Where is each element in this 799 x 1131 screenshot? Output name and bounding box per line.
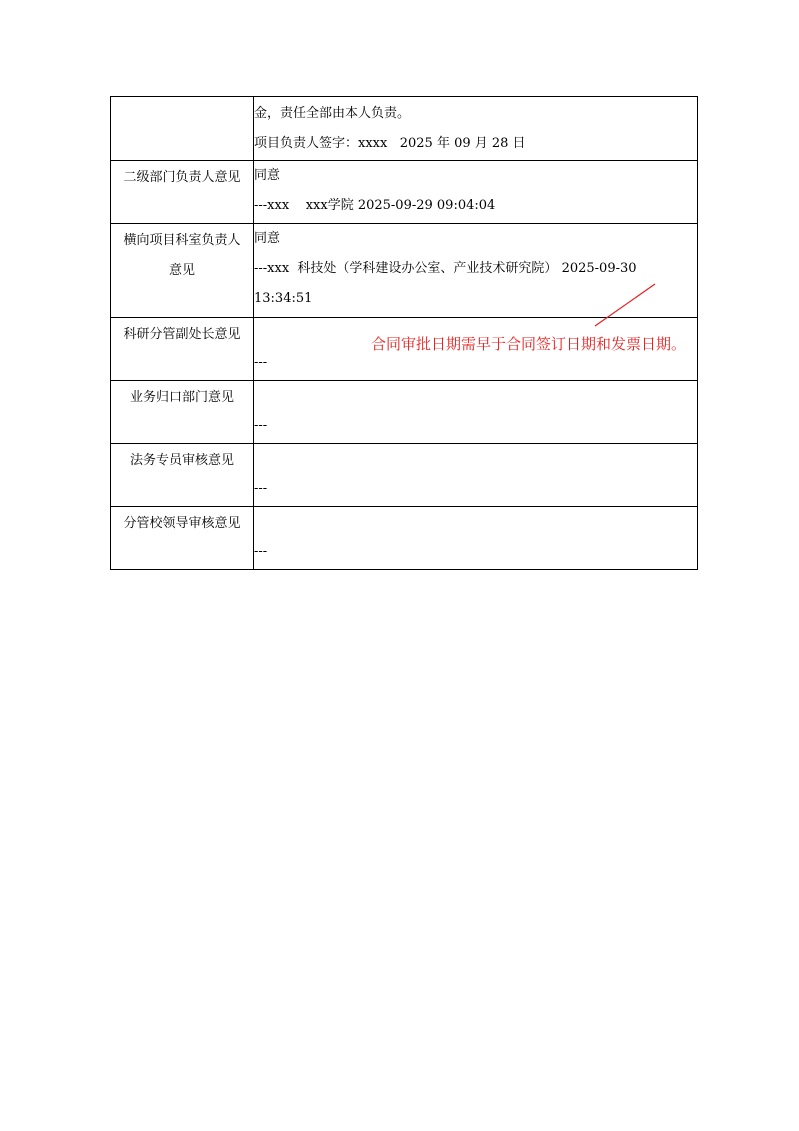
- signature-line: ---: [254, 481, 268, 496]
- annotation-pointer: [595, 284, 655, 326]
- row-label-line: 横向项目科室负责人: [123, 233, 241, 248]
- signature-line: ---: [254, 544, 268, 559]
- row-label-text: 分管校领导审核意见: [123, 516, 241, 531]
- signature-line: 项目负责人签字：xxxx 2025 年 09 月 28 日: [254, 136, 526, 151]
- content-line: 金，责任全部由本人负责。: [254, 106, 411, 121]
- review-annotation: 合同审批日期需早于合同签订日期和发票日期。: [371, 335, 687, 353]
- row-label-text: 法务专员审核意见: [129, 453, 234, 468]
- signature-line: ---xxx xxx学院 2025-09-29 09:04:04: [254, 198, 496, 213]
- row-label-text: 二级部门负责人意见: [123, 170, 241, 185]
- row-label-text: 业务归口部门意见: [129, 390, 234, 405]
- row-label-text: 科研分管副处长意见: [123, 327, 241, 342]
- row-label-line: 意见: [168, 263, 195, 278]
- signature-line: ---: [254, 418, 268, 433]
- signature-line: ---: [254, 355, 268, 370]
- opinion-text: 同意: [254, 231, 281, 246]
- signature-line: ---xxx 科技处（学科建设办公室、产业技术研究院） 2025-09-30: [254, 261, 637, 276]
- signature-time: 13:34:51: [254, 291, 313, 306]
- opinion-text: 同意: [254, 168, 281, 183]
